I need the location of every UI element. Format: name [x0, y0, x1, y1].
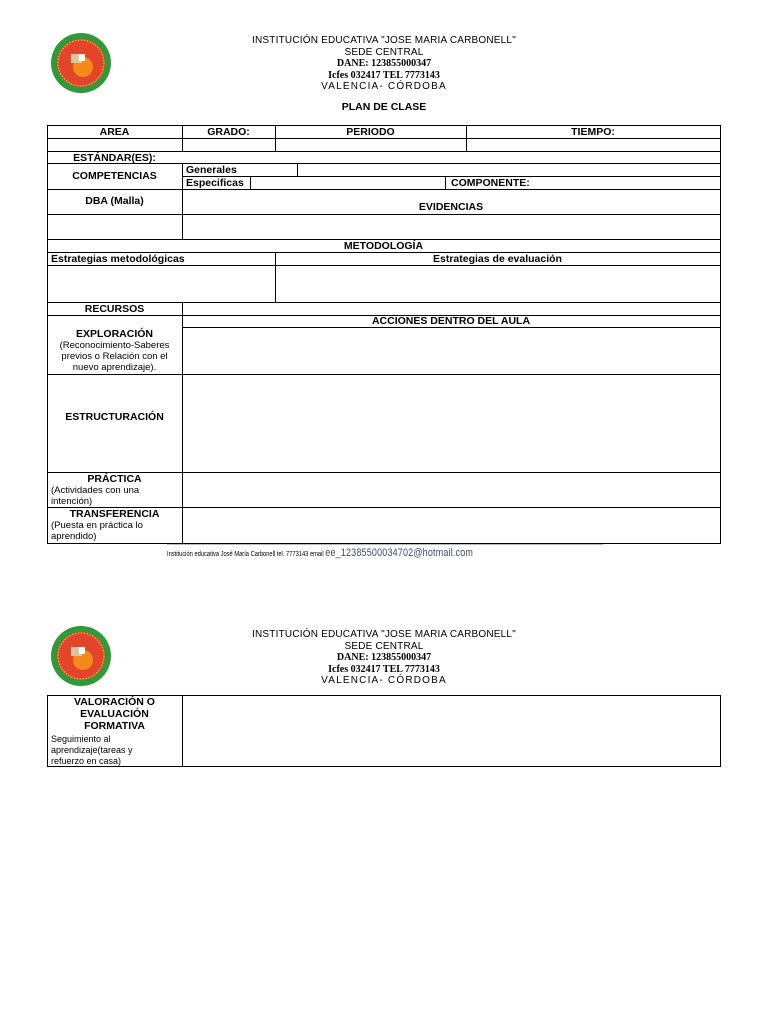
- sede-name: SEDE CENTRAL: [344, 46, 424, 58]
- institution-header-page2: [150, 629, 618, 687]
- estrategias-evaluacion-label: Estrategias de evaluación: [433, 253, 562, 265]
- footer-email[interactable]: ee_12385500034702@hotmail.com: [325, 547, 474, 559]
- recursos-label: RECURSOS: [84, 303, 145, 315]
- footer: [167, 547, 473, 559]
- estandares-label: ESTÁNDAR(ES):: [73, 152, 156, 164]
- componente-label: COMPONENTE:: [451, 177, 530, 189]
- city-name: VALENCIA- CÓRDOBA: [321, 81, 447, 92]
- institution-logo: [50, 32, 112, 94]
- practica-description: (Actividades con una intención): [51, 485, 140, 507]
- metodologia-label: METODOLOGÍA: [343, 240, 424, 252]
- competencias-label: COMPETENCIAS: [72, 170, 157, 182]
- periodo-header: PERIODO: [346, 126, 395, 138]
- institution-header: [150, 35, 618, 93]
- evidencias-label: EVIDENCIAS: [418, 201, 484, 213]
- transferencia-description: (Puesta en práctica lo aprendido): [51, 520, 143, 542]
- dane-code: DANE: 123855000347: [336, 58, 432, 69]
- icfes-tel: Icfes 032417 TEL 7773143: [328, 663, 440, 675]
- estructuracion-label: ESTRUCTURACIÓN: [65, 411, 164, 423]
- generales-label: Generales: [186, 164, 237, 176]
- page-title: PLAN DE CLASE: [341, 101, 427, 113]
- sede-name: SEDE CENTRAL: [344, 640, 424, 652]
- transferencia-label: TRANSFERENCIA: [69, 508, 160, 520]
- grado-header: GRADO:: [207, 126, 250, 138]
- acciones-label: ACCIONES DENTRO DEL AULA: [371, 315, 531, 327]
- footer-text: Institución educativa José María Carbonell tel. 7773143 email: [167, 551, 324, 558]
- practica-label: PRÁCTICA: [87, 473, 142, 485]
- tiempo-header: TIEMPO:: [571, 126, 615, 138]
- seguimiento-description: Seguimiento al aprendizaje(tareas y refuerzo en casa): [51, 734, 133, 766]
- valoracion-label: VALORACIÓN O EVALUACIÓN FORMATIVA: [74, 696, 155, 732]
- dba-label: DBA (Malla): [85, 195, 144, 207]
- exploracion-label: EXPLORACIÓN: [75, 328, 153, 340]
- institution-name: INSTITUCIÓN EDUCATIVA "JOSE MARIA CARBONELL": [252, 629, 516, 640]
- area-header: AREA: [99, 126, 130, 138]
- city-name: VALENCIA- CÓRDOBA: [321, 675, 447, 686]
- institution-name: INSTITUCIÓN EDUCATIVA "JOSE MARIA CARBONELL": [252, 35, 516, 46]
- especificas-label: Especificas: [186, 177, 244, 189]
- icfes-tel: Icfes 032417 TEL 7773143: [328, 69, 440, 81]
- dane-code: DANE: 123855000347: [336, 652, 432, 663]
- institution-logo-page2: [50, 625, 112, 687]
- estrategias-metodologicas-label: Estrategias metodológicas: [51, 253, 185, 265]
- exploracion-description: (Reconocimiento-Saberes previos o Relación con el nuevo aprendizaje).: [59, 340, 170, 373]
